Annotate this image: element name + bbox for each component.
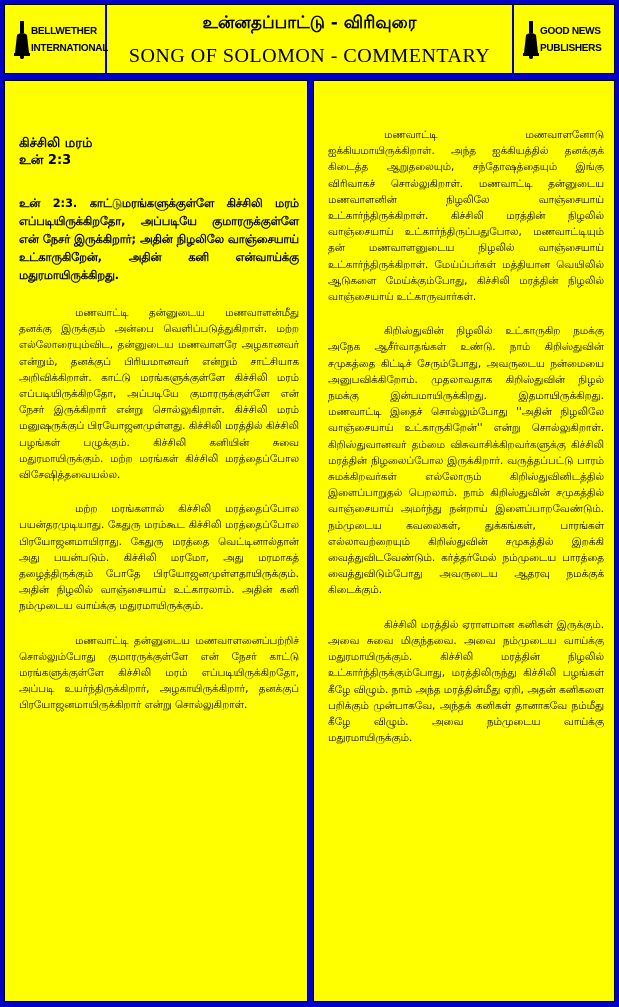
- right-column: [313, 80, 615, 1002]
- right-logo-line2: PUBLISHERS: [540, 43, 602, 54]
- bellwether-logo: [5, 5, 107, 73]
- bible-verse: உன் 2:3. காட்டுமரங்களுக்குள்ளே கிச்சிலி மரம் எப்படியிருக்கிறதோ, அப்படியே குமாரருக்குள்ளே என் நேசர் இருக்கிறார்; அதின் நிழலிலே வாஞ்சையாய் உட்காருகிறேன், அதின் கனி என்வாய்க்கு மதுரமாயிருக்கிறது.: [19, 197, 299, 282]
- paragraph: கிச்சிலி மரத்தில் ஏராளமான கனிகள் இருக்கும். அவை சுவை மிகுந்தவை. அவை நம்முடைய வாய்க்கு மதுரமாயிருக்கும். கிச்சிலி மரத்தின் நிழலில் உட்கார்ந்திருக்கும்போது, மரத்திலிருந்து கிச்சிலி பழங்கள் கீழே விழும். நாம் அந்த மரத்தின்மீது ஏறி, அதன் கனிகளை பறிக்கும் முன்பாகவே, அந்தக் கனிகள் தானாகவே நம்மீது கீழே விழும். அவை நம்முடைய வாய்க்கு மதுரமாயிருக்கும்.: [328, 618, 604, 745]
- header-banner: [4, 4, 615, 74]
- section-title: கிச்சிலி மரம்: [19, 136, 93, 151]
- verse-reference: உன் 2:3: [19, 153, 72, 168]
- left-logo-line1: BELLWETHER: [31, 26, 97, 37]
- good-news-logo: [512, 5, 614, 73]
- paragraph: மணவாட்டி தன்னுடைய மணவாளன்மீது தனக்கு இருக்கும் அன்பை வெளிப்படுத்துகிறாள். மற்ற எல்லோரையும்விட, தன்னுடைய மணவாளரே அழகானவர் என்றும், தனக்குப் பிரியமானவர் என்றும் சாட்சியாக அறிவிக்கிறாள். காட்டு மரங்களுக்குள்ளே கிச்சிலி மரம் எப்படியிருக்கிறதோ, அப்படியே குமாரருக்குள்ளே என் நேசர் இருக்கிறார் என்று சொல்லுகிறாள். கிச்சிலி மரம் மனுஷருக்குப் பிரயோஜனமுள்ளது. கிச்சிலி மரத்தில் கிச்சிலி பழங்கள் பழுக்கும். கிச்சிலி கனியின் சுவை மதுரமாயிருக்கும். மற்ற மரங்கள் கிச்சிலி மரத்தைப்போல விசேஷித்தவையல்ல.: [19, 307, 299, 482]
- hand-bell-icon: [522, 19, 540, 59]
- title-block: [107, 5, 512, 73]
- paragraph: மணவாட்டி மணவாளனோடு ஐக்கியமாயிருக்கிறாள். அந்த ஐக்கியத்தில் தனக்குக் கிடைத்த ஆறுதலையும், சந்தோஷத்தையும் இங்கு விரிவாகச் சொல்லுகிறாள். மணவாட்டி தன்னுடைய மணவாளனின் நிழலிலே வாஞ்சையாய் உட்கார்ந்திருக்கிறாள். கிச்சிலி மரத்தின் நிழலில் வாஞ்சையாய் உட்கார்ந்திருப்பதுபோல, மணவாட்டியும் தன் மணவாளனுடைய நிழலில் வாஞ்சையாய் உட்கார்ந்திருக்கிறாள். மேய்ப்பர்கள் மத்தியான வெயிலில் ஆடுகளை மேய்க்கும்போது, கிச்சிலி மரத்தின் நிழலில் வாஞ்சையாய் உட்காருவார்கள்.: [328, 129, 604, 304]
- left-logo-line2: INTERNATIONAL: [31, 43, 109, 54]
- right-logo-line1: GOOD NEWS: [540, 26, 601, 37]
- left-column: [4, 80, 308, 1002]
- section-heading: [19, 135, 299, 169]
- page-title-tamil: உன்னதப்பாட்டு - விரிவுரை: [202, 13, 417, 33]
- page-title-english: SONG OF SOLOMON - COMMENTARY: [128, 45, 491, 67]
- left-logo-text: [31, 23, 108, 57]
- right-logo-text: [540, 23, 601, 57]
- paragraph: மணவாட்டி தன்னுடைய மணவாளனைப்பற்றிச் சொல்லும்போது குமாரருக்குள்ளே என் நேசர் காட்டு மரங்களுக்குள்ளே கிச்சிலி மரம் எப்படியிருக்கிறதோ, அப்படி உயர்ந்திருக்கிறார், அழகாயிருக்கிறார், தனக்குப் பிரயோஜனமாயிருக்கிறார் என்று சொல்லுகிறாள்.: [19, 634, 299, 712]
- paragraph: கிறிஸ்துவின் நிழலில் உட்காருகிற நமக்கு அநேக ஆசீர்வாதங்கள் உண்டு. நாம் கிறிஸ்துவின் சமுகத்தை கிட்டிச் சேரும்போது, அவருடைய நன்மையை அனுபவிக்கிறோம். முதலாவதாக கிறிஸ்துவின் நிழல் நமக்கு இன்பமாயிருக்கிறது. இதமாயிருக்கிறது. மணவாட்டி இதைச் சொல்லும்போது ''அதின் நிழலிலே வாஞ்சையாய் உட்காருகிறேன்'' என்று சொல்லுகிறாள். கிறிஸ்துவானவர் தம்மை விசுவாசிக்கிறவர்களுக்கு கிச்சிலி மரத்தின் நிழலைப்போல இருக்கிறார். வருத்தப்பட்டு பாரம் சுமக்கிறவர்கள் எல்லோரும் கிறிஸ்துவினிடத்தில் இளைப்பாறுதல் பெறலாம். நாம் கிறிஸ்துவின் சமுகத்தில் வாஞ்சையாய் அமர்ந்து நன்றாய் இளைப்பாறவேண்டும். நம்முடைய கவலைகள், துக்கங்கள், பாரங்கள் எல்லாவற்றையும் கிறிஸ்துவின் சமுகத்தில் இறக்கி வைத்துவிடவேண்டும். கர்த்தர்மேல் நம்முடைய பாரத்தை வைத்துவிடும்போது அவருடைய ஆதரவு நமக்குக் கிடைக்கும்.: [328, 325, 604, 597]
- paragraph: மற்ற மரங்களால் கிச்சிலி மரத்தைப்போல பயன்தரமுடியாது. கேதுரு மரம்கூட கிச்சிலி மரத்தைப்போல பிரயோஜனமாயிராது. கேதுரு மரத்தை வெட்டினால்தான் அது பயன்படும். கிச்சிலி மரமோ, அது மரமாகத் தழைத்திருக்கும் போதே பிரயோஜனமுள்ளதாயிருக்கும். அதின் நிழலில் வாஞ்சையாய் உட்காரலாம். அதின் கனி நம்முடைய வாய்க்கு மதுரமாயிருக்கும்.: [19, 503, 299, 613]
- hand-bell-icon: [13, 19, 31, 59]
